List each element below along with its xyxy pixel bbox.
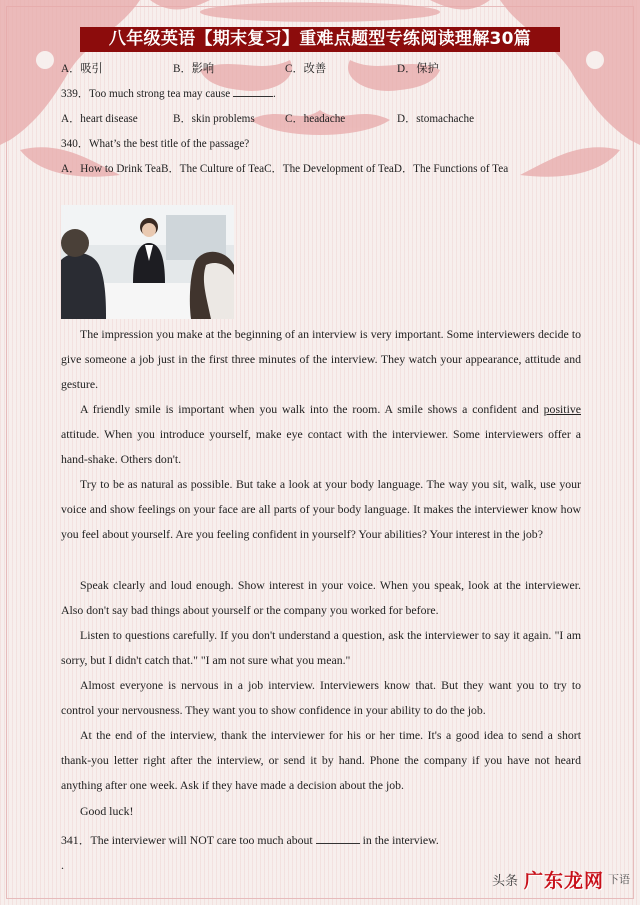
trailing-dot: . xyxy=(61,858,64,872)
q340-options: A．How to Drink TeaB．The Culture of TeaC．The Development of TeaD．The Functions of Tea xyxy=(61,163,509,175)
q339-option-a: A．heart disease xyxy=(61,113,138,125)
passage-paragraph-4: Speak clearly and loud enough. Show interest in your voice. When you speak, look at the interviewer. Also don't say bad things about yourself or the company you worked for before. xyxy=(61,578,581,618)
q338-option-d: D．保护 xyxy=(397,63,439,75)
watermark xyxy=(492,864,630,894)
q341-stem-end: in the interview. xyxy=(359,833,439,847)
passage-paragraph-6: Almost everyone is nervous in a job interview. Interviewers know that. But they want you to try to control your nervousness. They want you to show confidence in your ability to do the job. xyxy=(61,678,581,718)
passage-paragraph-5: Listen to questions carefully. If you don't understand a question, ask the interviewer to say it again. "I am sorry, but I didn't catch that." "I am not sure what you mean." xyxy=(61,628,581,668)
passage-paragraph-7: At the end of the interview, thank the interviewer for his or her time. It's a good idea to send a short thank-you letter right after the interview, or send it by hand. Phone the company if you have not heard anything after one week. Ask if they have made a decision about the job. xyxy=(61,728,581,793)
paragraph-2-text-b: attitude. When you introduce yourself, make eye contact with the interviewer. Some interviewers offer a hand-shake. Others don't. xyxy=(61,427,581,467)
underlined-word: positive xyxy=(543,402,581,416)
q340-stem: 340．What’s the best title of the passage? xyxy=(61,138,250,150)
passage-paragraph-8: Good luck! xyxy=(80,804,134,818)
watermark-logo: 广东龙网 xyxy=(523,869,604,892)
passage-paragraph-2 xyxy=(61,397,581,473)
answer-blank xyxy=(316,834,360,844)
q341-stem: 341．The interviewer will NOT care too much about xyxy=(61,833,313,847)
q338-option-a: A．吸引 xyxy=(61,63,103,75)
q339-option-b: B．skin problems xyxy=(173,113,255,125)
q339-stem-end: . xyxy=(272,88,276,100)
interview-photo xyxy=(61,205,234,319)
passage-paragraph-3: Try to be as natural as possible. But take a look at your body language. The way you sit, walk, use your voice and show feelings on your face are all parts of your body language. It makes the interviewer know how you feel about yourself. Are you feeling confident in yourself? Your abilities? Your interest in the job? xyxy=(61,477,581,542)
q338-option-c: C．改善 xyxy=(285,63,327,75)
answer-blank xyxy=(233,87,273,97)
q339-option-c: C．headache xyxy=(285,113,346,125)
q339-stem-line xyxy=(61,85,276,101)
q339-stem: 339．Too much strong tea may cause xyxy=(61,88,231,100)
passage-paragraph-1: The impression you make at the beginning of an interview is very important. Some interviewers decide to give someone a job just in the first three minutes of the interview. They watch your appearance, attitude and gesture. xyxy=(61,327,581,392)
page-title: 八年级英语【期末复习】重难点题型专练阅读理解30篇 xyxy=(80,27,560,52)
q338-option-b: B．影响 xyxy=(173,63,215,75)
watermark-tail: 下语 xyxy=(608,873,630,886)
q341-stem-line xyxy=(61,831,439,848)
interview-illustration xyxy=(61,205,234,319)
q339-option-d: D．stomachache xyxy=(397,113,475,125)
watermark-head: 头条 xyxy=(491,873,518,889)
paragraph-2-text-a: A friendly smile is important when you walk into the room. A smile shows a confident and xyxy=(80,402,544,416)
